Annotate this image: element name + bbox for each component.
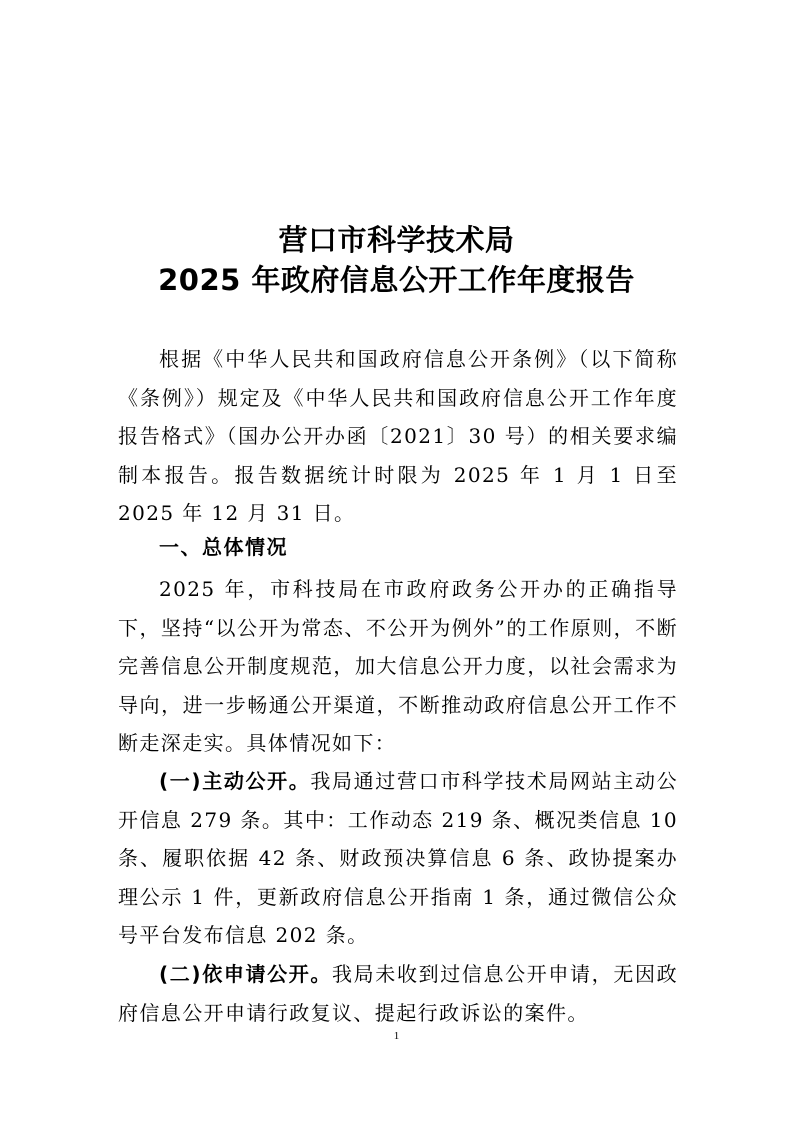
subsection2-text: 我局未收到过信息公开申请，无因政府信息公开申请行政复议、提起行政诉讼的案件。 [118, 962, 678, 1025]
section1-heading: 一、总体情况 [159, 535, 288, 559]
intro-paragraph: 根据《中华人民共和国政府信息公开条例》（以下简称《条例》）规定及《中华人民共和国政府信息公开工作年度报告格式》（国办公开办函〔2021〕30 号）的相关要求编制本报告。报告数据统计时限为 2025 年 1 月 1 日至 2025 年 12 月 31 日。 [118, 347, 678, 525]
subsection1-paragraph [118, 762, 678, 955]
subsection2-paragraph [118, 955, 678, 1032]
subsection1-text: 我局通过营口市科学技术局网站主动公开信息 279 条。其中：工作动态 219 条、概况类信息 10 条、履职依据 42 条、财政预决算信息 6 条、政协提案办理公示 1 件，更新政府信息公开指南 1 条，通过微信公众号平台发布信息 202 条。 [118, 769, 678, 947]
subsection1-title: (一)主动公开。 [159, 769, 311, 793]
page-number: 1 [393, 1030, 400, 1042]
document-title-line1: 营口市科学技术局 [278, 223, 515, 257]
section1-paragraph: 2025 年，市科技局在市政府政务公开办的正确指导下，坚持“以公开为常态、不公开为例外”的工作原则，不断完善信息公开制度规范，加大信息公开力度，以社会需求为导向，进一步畅通公开渠道，不断推动政府信息公开工作不断走深走实。具体情况如下： [118, 577, 678, 755]
document-title-line2: 2025 年政府信息公开工作年度报告 [158, 263, 635, 297]
subsection2-title: (二)依申请公开。 [159, 962, 333, 986]
